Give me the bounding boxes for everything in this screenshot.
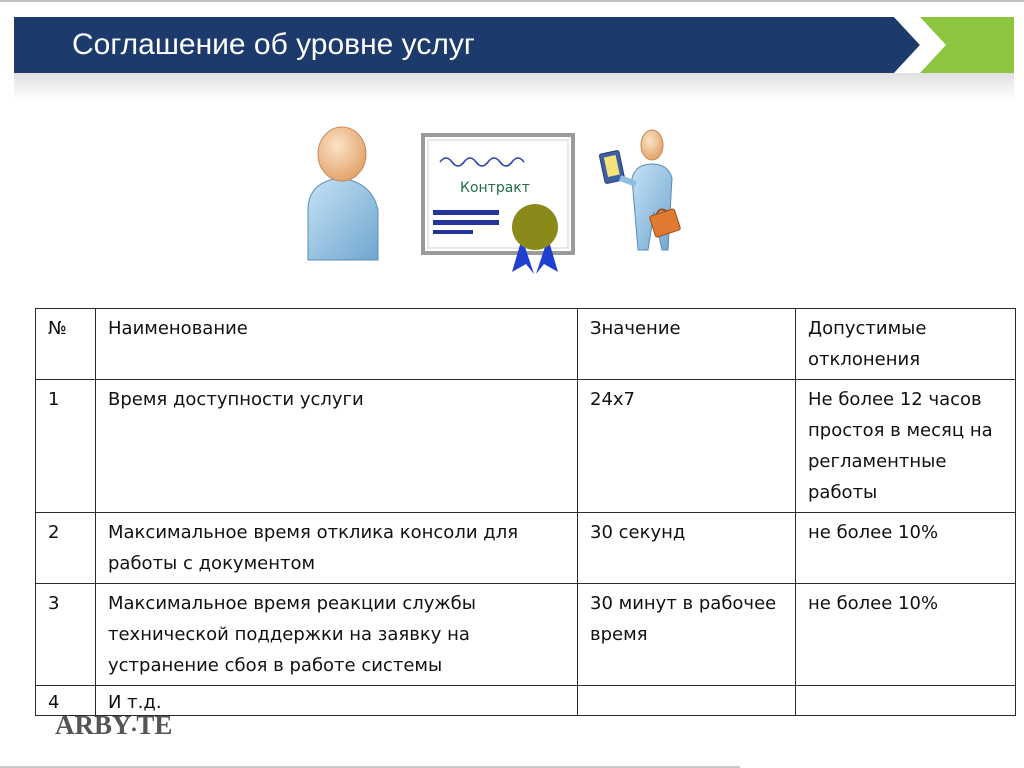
logo-right: TE — [136, 710, 173, 740]
table-row — [36, 686, 1016, 716]
header-name: Наименование — [96, 309, 578, 380]
contract-certificate-icon — [423, 135, 573, 274]
row-deviation — [796, 686, 1016, 716]
sla-table — [35, 308, 1016, 716]
top-rule — [0, 0, 1024, 2]
row-number: 2 — [36, 513, 96, 584]
contract-label: Контракт — [460, 180, 530, 196]
row-name: Максимальное время отклика консоли для работы с документом — [96, 513, 578, 584]
row-value — [578, 686, 796, 716]
slide-title: Соглашение об уровне услуг — [72, 28, 475, 61]
row-deviation: не более 10% — [796, 584, 1016, 686]
row-value: 30 секунд — [578, 513, 796, 584]
row-value: 24x7 — [578, 380, 796, 513]
row-number: 4 — [36, 686, 96, 716]
row-deviation: не более 10% — [796, 513, 1016, 584]
banner-shadow — [14, 70, 1014, 100]
row-value: 30 минут в рабочее время — [578, 584, 796, 686]
header-number: № — [36, 309, 96, 380]
row-number: 3 — [36, 584, 96, 686]
table-row — [36, 380, 1016, 513]
table-header-row — [36, 309, 1016, 380]
row-deviation: Не более 12 часов простоя в месяц на регламентные работы — [796, 380, 1016, 513]
table-row — [36, 584, 1016, 686]
row-name: Время доступности услуги — [96, 380, 578, 513]
header-deviation: Допустимые отклонения — [796, 309, 1016, 380]
row-name: И т.д. — [96, 686, 578, 716]
arbyte-logo — [55, 710, 172, 741]
customer-person-icon — [308, 127, 378, 260]
provider-person-icon — [599, 130, 681, 250]
sla-illustration — [300, 120, 700, 280]
table-row — [36, 513, 1016, 584]
row-name: Максимальное время реакции службы технической поддержки на заявку на устранение сбоя в работе системы — [96, 584, 578, 686]
logo-dot: • — [131, 723, 137, 738]
header-value: Значение — [578, 309, 796, 380]
row-number: 1 — [36, 380, 96, 513]
logo-left: ARBY — [55, 710, 132, 740]
